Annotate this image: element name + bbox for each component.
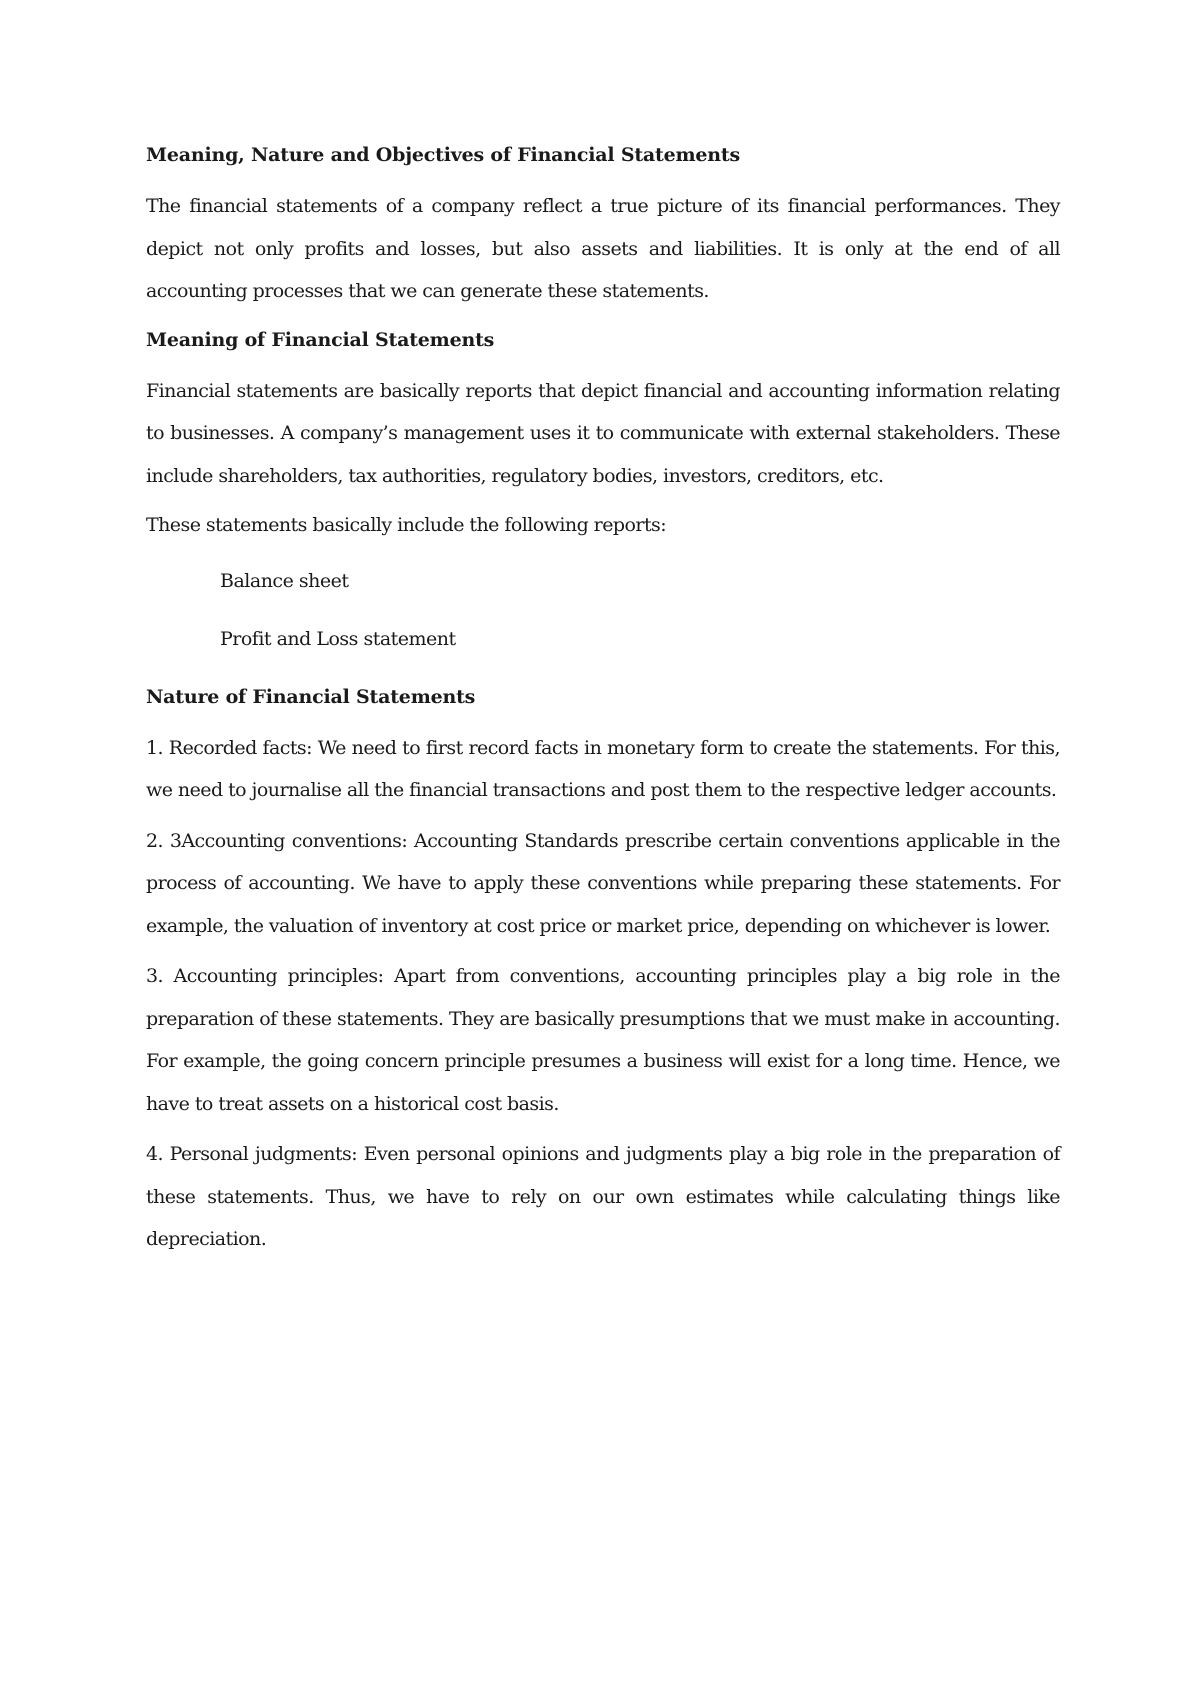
nature-item-accounting-conventions: 2. 3Accounting conventions: Accounting Standards prescribe certain conventions applicable in the process of accounting. We have to apply these conventions while preparing these statements. For example, the valuation of inventory at cost price or market price, depending on whichever is lower. xyxy=(146,829,1060,937)
intro-paragraph: The financial statements of a company reflect a true picture of its financial performances. They depict not only profits and losses, but also assets and liabilities. It is only at the end of all accounting processes that we can generate these statements. xyxy=(146,195,1060,302)
meaning-heading: Meaning of Financial Statements xyxy=(146,328,495,351)
reports-lead: These statements basically include the following reports: xyxy=(146,514,667,536)
nature-item-personal-judgments: 4. Personal judgments: Even personal opinions and judgments play a big role in the preparation of these statements. Thus, we have to rely on our own estimates while calculating things like depreciation. xyxy=(146,1143,1060,1250)
report-item-profit-loss: Profit and Loss statement xyxy=(220,627,456,650)
nature-item-accounting-principles: 3. Accounting principles: Apart from conventions, accounting principles play a big role in the preparation of these statements. They are basically presumptions that we must make in accounting. For example, the going concern principle presumes a business will exist for a long time. Hence, we have to treat assets on a historical cost basis. xyxy=(146,965,1060,1115)
document-title: Meaning, Nature and Objectives of Financial Statements xyxy=(146,144,740,166)
nature-heading: Nature of Financial Statements xyxy=(146,685,476,708)
document-body xyxy=(146,143,1060,1277)
meaning-paragraph: Financial statements are basically reports that depict financial and accounting information relating to businesses. A company’s management uses it to communicate with external stakeholders. These include shareholders, tax authorities, regulatory bodies, investors, creditors, etc. xyxy=(146,379,1060,487)
report-item-balance-sheet: Balance sheet xyxy=(220,569,349,592)
nature-item-recorded-facts: 1. Recorded facts: We need to first record facts in monetary form to create the statements. For this, we need to journalise all the financial transactions and post them to the respective ledger accounts. xyxy=(146,736,1060,801)
